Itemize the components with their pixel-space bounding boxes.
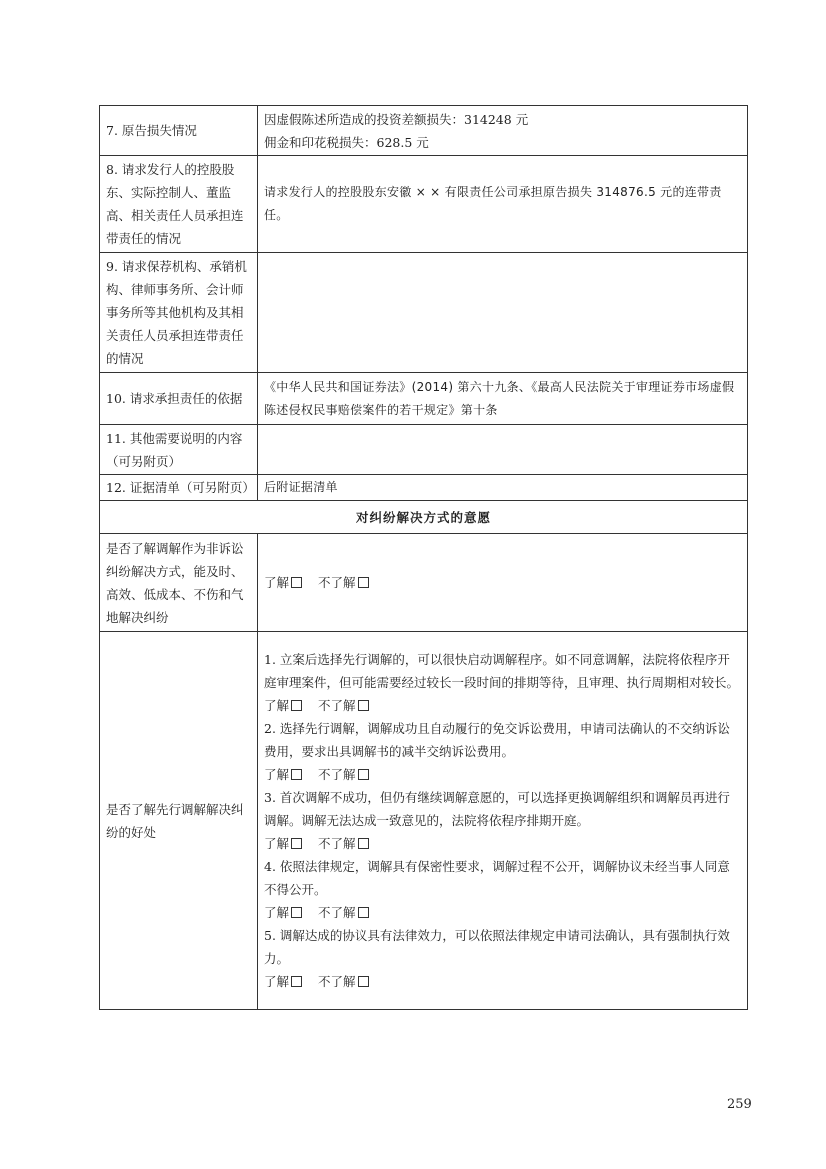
checkbox-no[interactable] — [358, 838, 369, 849]
checkbox-yes[interactable] — [291, 838, 302, 849]
table-row — [100, 534, 748, 632]
row-content: 请求发行人的控股股东安徽 × × 有限责任公司承担原告损失 314876.5 元的连带责任。 — [258, 156, 748, 253]
table-row — [100, 425, 748, 475]
mediation-question: 是否了解调解作为非诉讼纠纷解决方式，能及时、高效、低成本、不伤和气地解决纠纷 — [100, 534, 258, 632]
checkbox-yes[interactable] — [291, 976, 302, 987]
option-no-label: 不了解 — [318, 575, 356, 590]
option-no-label: 不了解 — [318, 698, 356, 713]
option-no-label: 不了解 — [318, 836, 356, 851]
checkbox-yes[interactable] — [291, 769, 302, 780]
benefit-item: 2. 选择先行调解，调解成功且自动履行的免交诉讼费用，申请司法确认的不交纳诉讼费用，要求出具调解书的减半交纳诉讼费用。 — [264, 721, 730, 759]
loss-line-1: 因虚假陈述所造成的投资差额损失：314248 元 — [264, 111, 529, 127]
section-header-row — [100, 501, 748, 534]
row-label: 12. 证据清单（可另附页） — [100, 475, 258, 501]
checkbox-yes[interactable] — [291, 577, 302, 588]
table-row — [100, 475, 748, 501]
row-content — [258, 106, 748, 156]
row-label: 9. 请求保荐机构、承销机构、律师事务所、会计师事务所等其他机构及其相关责任人员承担连带责任的情况 — [100, 253, 258, 373]
benefit-item: 1. 立案后选择先行调解的，可以很快启动调解程序。如不同意调解，法院将依程序开庭审理案件，但可能需要经过较长一段时间的排期等待，且审理、执行周期相对较长。 — [264, 652, 740, 690]
checkbox-no[interactable] — [358, 700, 369, 711]
benefit-item: 4. 依照法律规定，调解具有保密性要求，调解过程不公开，调解协议未经当事人同意不得公开。 — [264, 859, 730, 897]
table-row — [100, 373, 748, 425]
checkbox-no[interactable] — [358, 769, 369, 780]
checkbox-no[interactable] — [358, 577, 369, 588]
benefits-label: 是否了解先行调解解决纠纷的好处 — [100, 632, 258, 1010]
mediation-options — [258, 534, 748, 632]
option-no-label: 不了解 — [318, 905, 356, 920]
checkbox-no[interactable] — [358, 907, 369, 918]
row-label: 11. 其他需要说明的内容（可另附页） — [100, 425, 258, 475]
checkbox-yes[interactable] — [291, 907, 302, 918]
table-row — [100, 253, 748, 373]
row-label: 8. 请求发行人的控股股东、实际控制人、董监高、相关责任人员承担连带责任的情况 — [100, 156, 258, 253]
row-label: 7. 原告损失情况 — [100, 106, 258, 156]
table-row — [100, 156, 748, 253]
row-content: 后附证据清单 — [258, 475, 748, 501]
option-no-label: 不了解 — [318, 767, 356, 782]
row-content — [258, 425, 748, 475]
page-number: 259 — [727, 1097, 752, 1112]
benefit-item: 5. 调解达成的协议具有法律效力，可以依照法律规定申请司法确认，具有强制执行效力。 — [264, 928, 730, 966]
option-yes-label: 了解 — [264, 974, 290, 989]
benefits-content — [258, 632, 748, 1010]
row-content — [258, 253, 748, 373]
loss-line-2: 佣金和印花税损失：628.5 元 — [264, 134, 429, 150]
row-content: 《中华人民共和国证券法》(2014) 第六十九条、《最高人民法院关于审理证券市场虚假陈述侵权民事赔偿案件的若干规定》第十条 — [258, 373, 748, 425]
complaint-form-table — [99, 105, 748, 1010]
checkbox-yes[interactable] — [291, 700, 302, 711]
option-yes-label: 了解 — [264, 767, 290, 782]
option-yes-label: 了解 — [264, 698, 290, 713]
option-yes-label: 了解 — [264, 836, 290, 851]
option-no-label: 不了解 — [318, 974, 356, 989]
section-title: 对纠纷解决方式的意愿 — [100, 501, 748, 534]
table-row — [100, 106, 748, 156]
checkbox-no[interactable] — [358, 976, 369, 987]
option-yes-label: 了解 — [264, 905, 290, 920]
option-yes-label: 了解 — [264, 575, 290, 590]
benefit-item: 3. 首次调解不成功，但仍有继续调解意愿的，可以选择更换调解组织和调解员再进行调解。调解无法达成一致意见的，法院将依程序排期开庭。 — [264, 790, 730, 828]
table-row — [100, 632, 748, 1010]
row-label: 10. 请求承担责任的依据 — [100, 373, 258, 425]
